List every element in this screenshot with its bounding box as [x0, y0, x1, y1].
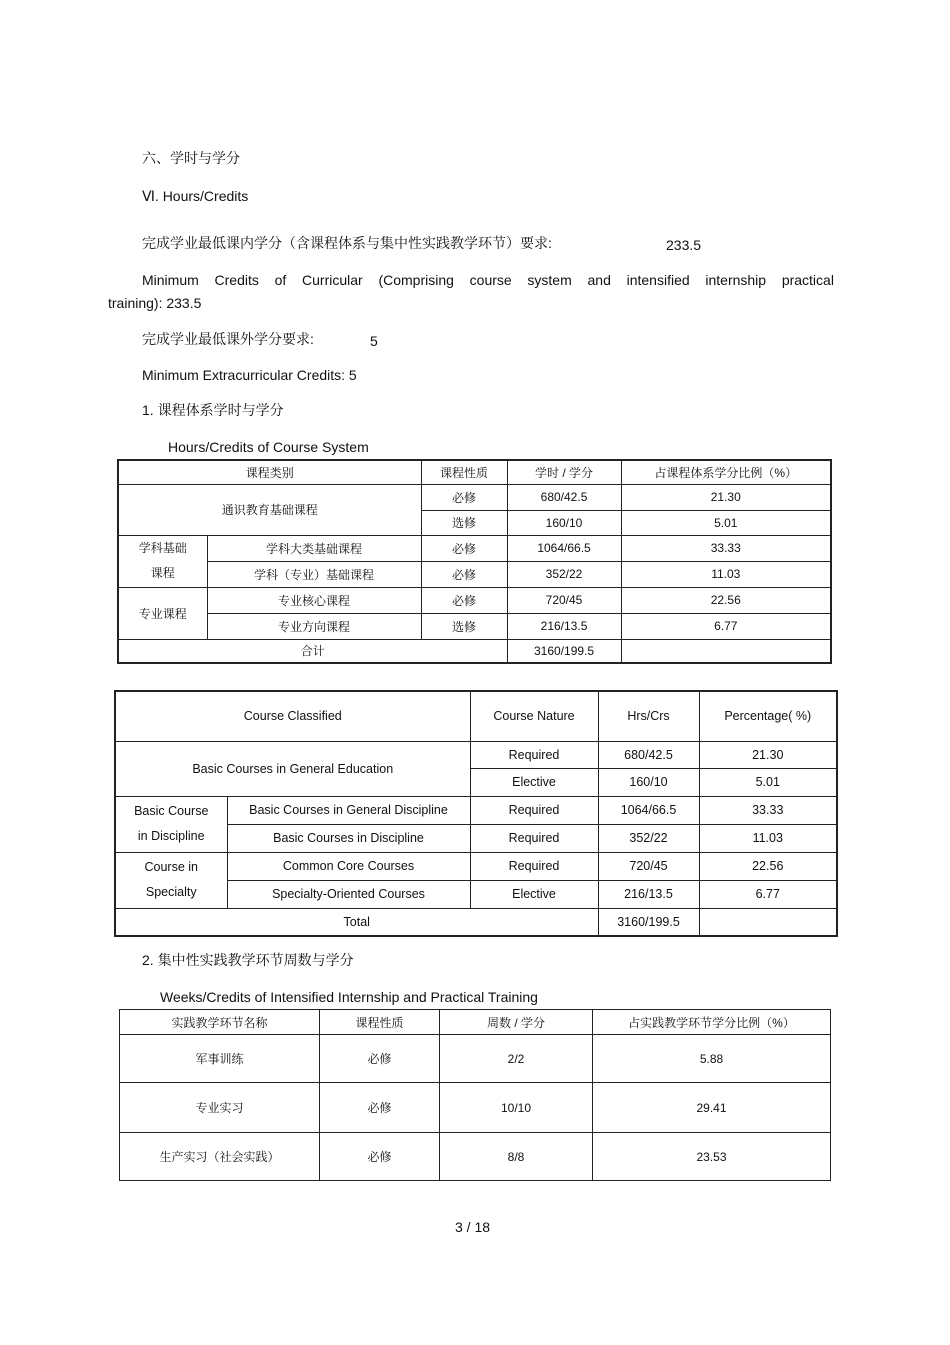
- en-word: (Comprising: [378, 272, 454, 288]
- cell-nature: 必修: [421, 561, 507, 587]
- cell-practice-name: 生产实习（社会实践）: [120, 1133, 320, 1181]
- category-specialty: [115, 852, 227, 908]
- cell-percentage: 33.33: [699, 796, 837, 824]
- cell-course-name: 专业核心课程: [207, 587, 421, 613]
- cell-nature: 必修: [320, 1035, 440, 1083]
- extra-credits-cn-label: 完成学业最低课外学分要求:: [142, 331, 314, 347]
- cell-nature: 必修: [421, 535, 507, 561]
- header-nature: 课程性质: [421, 460, 507, 484]
- cell-hours: 1064/66.5: [507, 535, 621, 561]
- cell-practice-name: 专业实习: [120, 1083, 320, 1133]
- subsection2-title-en: Weeks/Credits of Intensified Internship and Practical Training: [160, 989, 538, 1005]
- table-row: [118, 561, 831, 587]
- section-heading-en: Ⅵ. Hours/Credits: [142, 188, 249, 204]
- cell-nature: Required: [470, 741, 598, 768]
- table-row: [118, 587, 831, 613]
- cell-percentage: 5.01: [699, 768, 837, 796]
- header-weeks: 周数 / 学分: [440, 1010, 593, 1035]
- course-system-table-en: [114, 690, 838, 937]
- table-row: [115, 741, 837, 768]
- table-total-row: [115, 908, 837, 936]
- cell-percentage: 5.01: [621, 510, 831, 535]
- header-percentage: 占实践教学环节学分比例（%）: [593, 1010, 831, 1035]
- table-row: [118, 484, 831, 510]
- en-word: Credits: [214, 272, 259, 288]
- en-word: practical: [781, 272, 834, 288]
- cell-percentage: 22.56: [699, 852, 837, 880]
- total-percentage: [699, 908, 837, 936]
- header-practice-name: 实践教学环节名称: [120, 1010, 320, 1035]
- header-hours: 学时 / 学分: [507, 460, 621, 484]
- cell-hours: 680/42.5: [598, 741, 699, 768]
- cell-course-name: 学科（专业）基础课程: [207, 561, 421, 587]
- cell-course-name: Specialty-Oriented Courses: [227, 880, 470, 908]
- cell-nature: Elective: [470, 768, 598, 796]
- header-category: Course Classified: [115, 691, 470, 741]
- cell-hours: 216/13.5: [598, 880, 699, 908]
- table-header-row: [115, 691, 837, 741]
- table-row: [118, 613, 831, 639]
- cell-weeks: 8/8: [440, 1133, 593, 1181]
- table-row: [120, 1083, 831, 1133]
- cell-nature: 必修: [320, 1133, 440, 1181]
- en-word: intensified: [626, 272, 690, 288]
- cell-course-name: 专业方向课程: [207, 613, 421, 639]
- header-percentage: Percentage( %): [699, 691, 837, 741]
- table-row: [115, 796, 837, 824]
- total-value: 3160/199.5: [507, 639, 621, 663]
- en-word: course: [469, 272, 512, 288]
- cell-nature: Required: [470, 796, 598, 824]
- category-discipline: [115, 796, 227, 852]
- cell-hours: 720/45: [598, 852, 699, 880]
- cell-percentage: 5.88: [593, 1035, 831, 1083]
- en-word: and: [587, 272, 611, 288]
- cell-weeks: 2/2: [440, 1035, 593, 1083]
- cell-practice-name: 军事训练: [120, 1035, 320, 1083]
- table-header-row: [120, 1010, 831, 1035]
- page-number: 3 / 18: [455, 1219, 491, 1235]
- total-label: Total: [115, 908, 598, 936]
- cell-course-name: Common Core Courses: [227, 852, 470, 880]
- cell-percentage: 22.56: [621, 587, 831, 613]
- cell-course-name: Basic Courses in General Discipline: [227, 796, 470, 824]
- cell-percentage: 21.30: [621, 484, 831, 510]
- category-discipline-top: 学科基础: [138, 541, 187, 555]
- min-credits-en-line1: [142, 271, 834, 289]
- cell-percentage: 29.41: [593, 1083, 831, 1133]
- cell-nature: 选修: [421, 510, 507, 535]
- cell-percentage: 6.77: [621, 613, 831, 639]
- cell-weeks: 10/10: [440, 1083, 593, 1133]
- en-word: internship: [705, 272, 767, 288]
- section-heading-cn: 六、学时与学分: [142, 150, 240, 166]
- total-label: 合计: [118, 639, 507, 663]
- cell-percentage: 23.53: [593, 1133, 831, 1181]
- min-credits-cn-label: 完成学业最低课内学分（含课程体系与集中性实践教学环节）要求:: [142, 235, 552, 251]
- category-discipline-bottom: in Discipline: [137, 829, 205, 843]
- cell-hours: 680/42.5: [507, 484, 621, 510]
- cell-hours: 216/13.5: [507, 613, 621, 639]
- cell-percentage: 21.30: [699, 741, 837, 768]
- cell-course-name: Basic Courses in Discipline: [227, 824, 470, 852]
- category-specialty-bottom: Specialty: [145, 885, 197, 899]
- course-system-table-cn: [117, 459, 832, 664]
- category-specialty-top: Course in: [144, 860, 198, 874]
- category-general: 通识教育基础课程: [118, 484, 421, 535]
- header-category: 课程类别: [118, 460, 421, 484]
- cell-percentage: 6.77: [699, 880, 837, 908]
- category-discipline: [118, 535, 207, 587]
- table-row: [115, 852, 837, 880]
- table-total-row: [118, 639, 831, 663]
- en-word: Curricular: [302, 272, 363, 288]
- cell-hours: 160/10: [507, 510, 621, 535]
- table-row: [120, 1035, 831, 1083]
- header-nature: Course Nature: [470, 691, 598, 741]
- cell-nature: Required: [470, 852, 598, 880]
- category-general: Basic Courses in General Education: [115, 741, 470, 796]
- practice-table: [119, 1009, 831, 1181]
- cell-nature: 必修: [421, 484, 507, 510]
- extra-credits-en: Minimum Extracurricular Credits: 5: [142, 367, 357, 383]
- extra-credits-cn-value: 5: [370, 333, 378, 349]
- cell-nature: 必修: [421, 587, 507, 613]
- table-header-row: [118, 460, 831, 484]
- min-credits-cn-value: 233.5: [666, 237, 702, 253]
- cell-nature: 选修: [421, 613, 507, 639]
- en-word: of: [274, 272, 287, 288]
- header-percentage: 占课程体系学分比例（%）: [621, 460, 831, 484]
- table-row: [120, 1133, 831, 1181]
- cell-nature: Required: [470, 824, 598, 852]
- subsection1-title-en: Hours/Credits of Course System: [168, 439, 369, 455]
- header-hours: Hrs/Crs: [598, 691, 699, 741]
- cell-course-name: 学科大类基础课程: [207, 535, 421, 561]
- min-credits-en-line2: training): 233.5: [108, 295, 202, 311]
- cell-hours: 352/22: [507, 561, 621, 587]
- en-word: Minimum: [142, 272, 199, 288]
- cell-hours: 352/22: [598, 824, 699, 852]
- cell-hours: 720/45: [507, 587, 621, 613]
- cell-hours: 160/10: [598, 768, 699, 796]
- subsection2-title-cn: 2. 集中性实践教学环节周数与学分: [142, 952, 354, 968]
- category-discipline-top: Basic Course: [134, 804, 209, 818]
- cell-percentage: 11.03: [621, 561, 831, 587]
- cell-nature: 必修: [320, 1083, 440, 1133]
- total-percentage: [621, 639, 831, 663]
- cell-percentage: 33.33: [621, 535, 831, 561]
- header-nature: 课程性质: [320, 1010, 440, 1035]
- en-word: system: [527, 272, 572, 288]
- cell-nature: Elective: [470, 880, 598, 908]
- cell-percentage: 11.03: [699, 824, 837, 852]
- category-specialty: 专业课程: [118, 587, 207, 639]
- total-value: 3160/199.5: [598, 908, 699, 936]
- cell-hours: 1064/66.5: [598, 796, 699, 824]
- subsection1-title-cn: 1. 课程体系学时与学分: [142, 402, 284, 418]
- table-row: [118, 535, 831, 561]
- category-discipline-bottom: 课程: [150, 566, 175, 580]
